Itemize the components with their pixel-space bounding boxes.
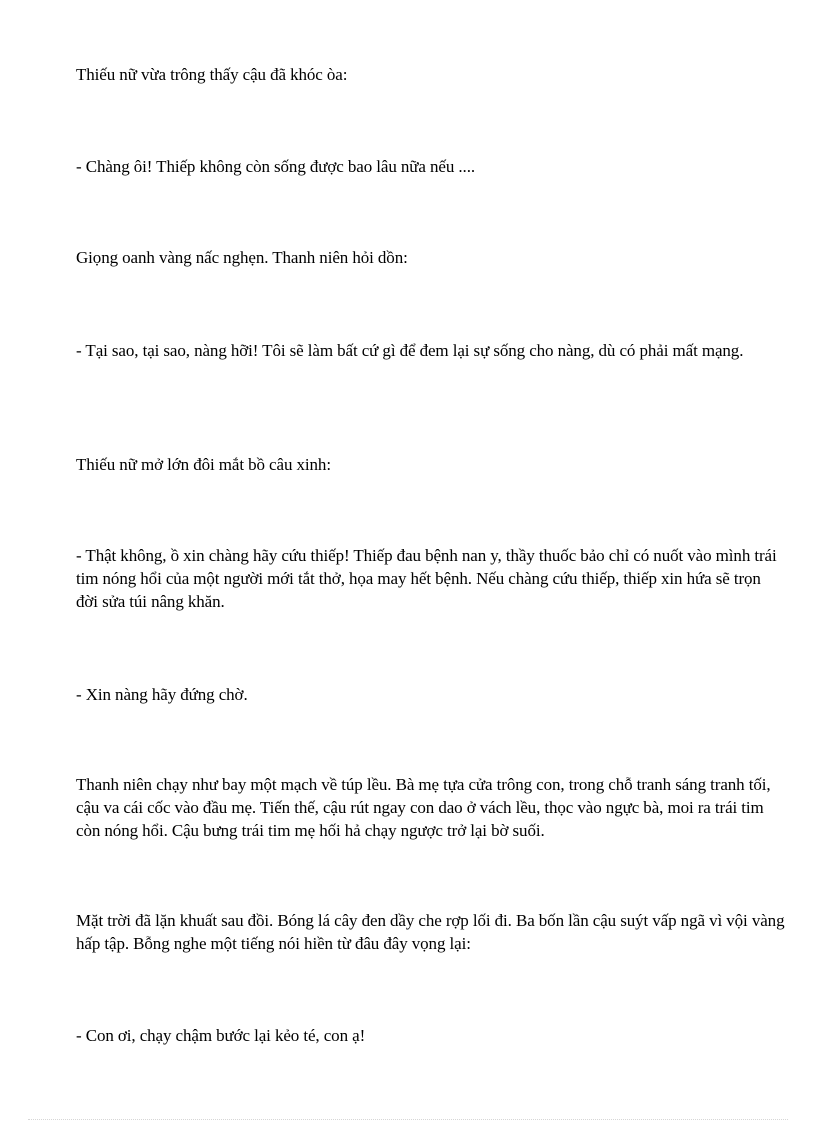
paragraph-4: - Tại sao, tại sao, nàng hỡi! Tôi sẽ làm bất cứ gì để đem lại sự sống cho nàng, dù có phải mất mạng. [76,341,744,360]
paragraph-8: Thanh niên chạy như bay một mạch về túp lều. Bà mẹ tựa cửa trông con, trong chỗ tranh sáng tranh tối, cậu va cái cốc vào đầu mẹ. Tiến thế, cậu rút ngay con dao ở vách lều, thọc vào ngực bà, moi ra trái tim còn nóng hổi. Cậu bưng trái tim mẹ hối hả chạy ngược trở lại bờ suối. [76,775,771,840]
paragraph-3: Giọng oanh vàng nấc nghẹn. Thanh niên hỏi dồn: [76,248,408,267]
paragraph-9: Mặt trời đã lặn khuất sau đồi. Bóng lá cây đen dầy che rợp lối đi. Ba bốn lần cậu suýt vấp ngã vì vội vàng hấp tập. Bỗng nghe một tiếng nói hiền từ đâu đây vọng lại: [76,911,785,953]
page-bottom-divider [28,1119,788,1120]
paragraph-2: - Chàng ôi! Thiếp không còn sống được bao lâu nữa nếu .... [76,157,476,176]
paragraph-10: - Con ơi, chạy chậm bước lại kẻo té, con ạ! [76,1026,366,1045]
paragraph-6: - Thật không, ồ xin chàng hãy cứu thiếp! Thiếp đau bệnh nan y, thầy thuốc bảo chỉ có nuốt vào mình trái tim nóng hổi của một người mới tắt thở, họa may hết bệnh. Nếu chàng cứu thiếp, thiếp xin hứa sẽ trọn đời sửa túi nâng khăn. [76,546,777,611]
paragraph-1: Thiếu nữ vừa trông thấy cậu đã khóc òa: [76,65,348,84]
paragraph-7: - Xin nàng hãy đứng chờ. [76,685,248,704]
paragraph-5: Thiếu nữ mở lớn đôi mắt bồ câu xinh: [76,455,331,474]
